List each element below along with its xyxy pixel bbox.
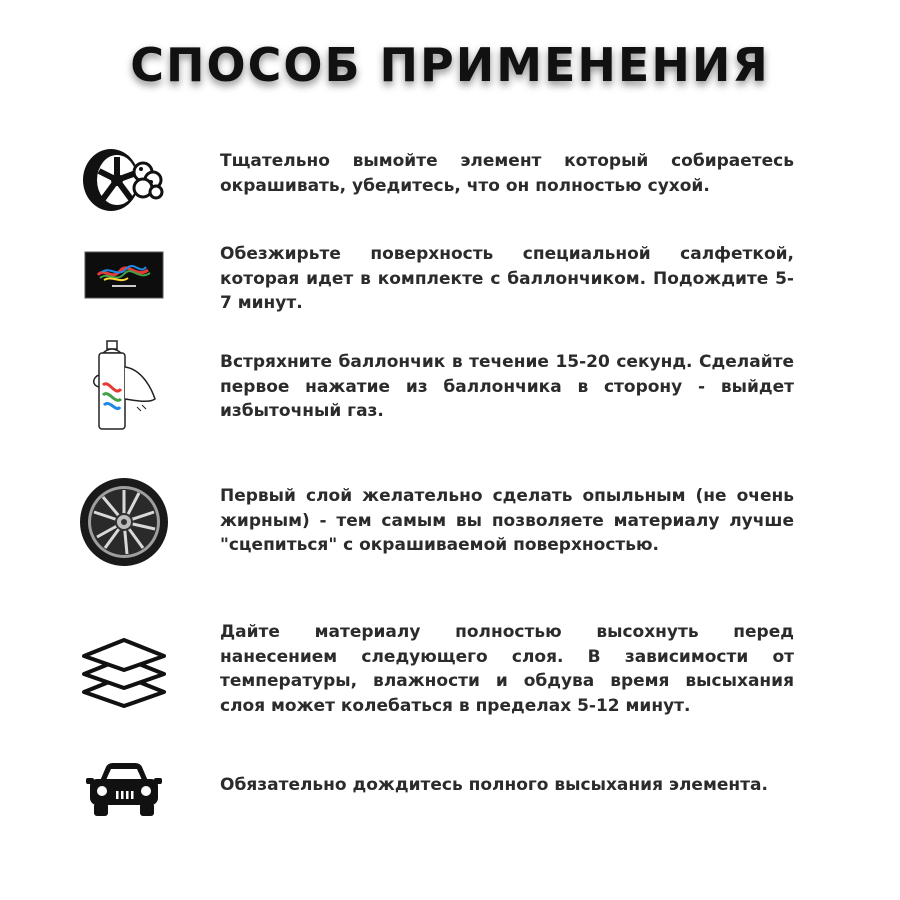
- wheel-washing-icon: [78, 145, 170, 215]
- car-front-icon: [78, 760, 170, 818]
- step-1-text: Тщательно вымойте элемент который собираетесь окрашивать, убедитесь, что он полностью сухой.: [220, 151, 794, 196]
- step-3-text: Встряхните баллончик в течение 15-20 секунд. Сделайте первое нажатие из баллончика в сторону - выйдет избыточный газ.: [220, 352, 794, 421]
- page-title: СПОСОБ ПРИМЕНЕНИЯ: [130, 38, 770, 92]
- step-4-text: Первый слой желательно сделать опыльным (не очень жирным) - тем самым вы позволяете материалу лучше "сцепиться" с окрашиваемой поверхностью.: [220, 486, 794, 555]
- spray-can-hand-icon: [78, 338, 170, 434]
- step-6-text: Обязательно дождитесь полного высыхания элемента.: [220, 775, 768, 795]
- degreasing-wipe-icon: [78, 250, 170, 300]
- alloy-wheel-icon: [78, 476, 170, 568]
- layers-icon: [78, 628, 170, 708]
- step-2-text: Обезжирьте поверхность специальной салфеткой, которая идет в комплекте с баллончиком. Подождите 5-7 минут.: [220, 244, 794, 313]
- step-5-text: Дайте материалу полностью высохнуть перед нанесением следующего слоя. В зависимости от температуры, влажности и обдува время высыхания слоя может колебаться в пределах 5-12 минут.: [220, 622, 794, 716]
